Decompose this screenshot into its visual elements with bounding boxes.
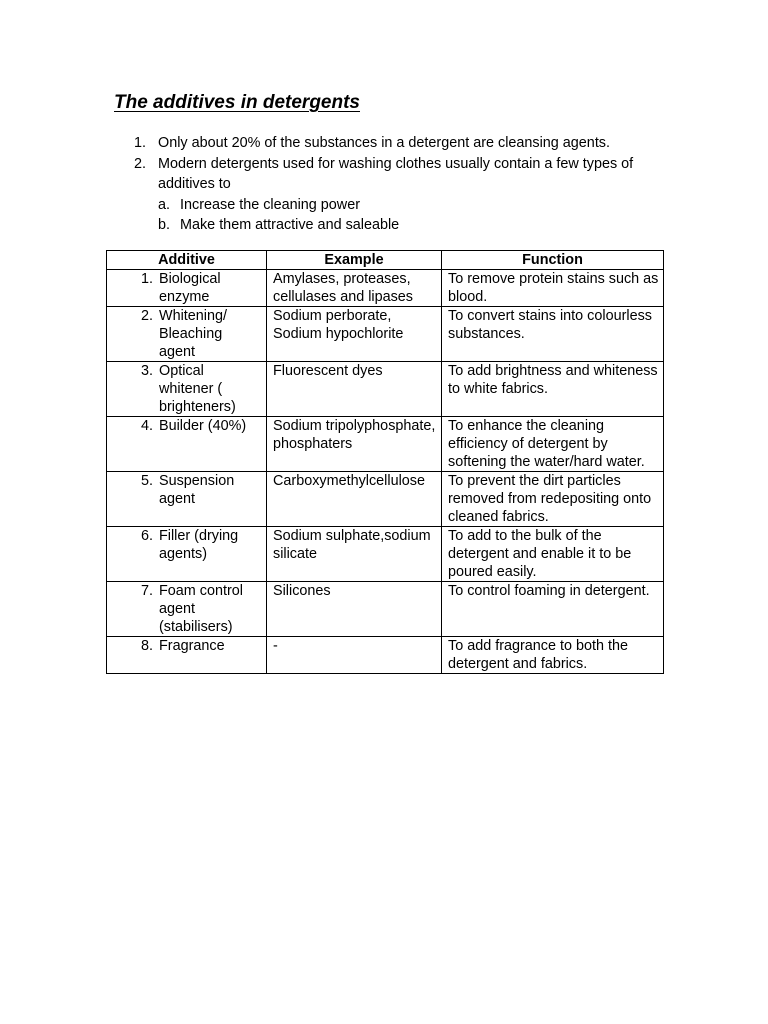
function-cell: To enhance the cleaning efficiency of detergent by softening the water/hard water. — [442, 417, 664, 472]
row-number: 2. — [140, 308, 153, 324]
page-title: The additives in detergents — [114, 92, 360, 113]
example-cell: Fluorescent dyes — [267, 362, 442, 417]
additive-name: Suspension agent — [159, 473, 235, 507]
additive-name: Fragrance — [159, 638, 225, 654]
sub-list-text: Increase the cleaning power — [180, 196, 360, 213]
example-cell: Silicones — [267, 582, 442, 637]
table-row — [107, 582, 664, 637]
function-cell: To add to the bulk of the detergent and enable it to be poured easily. — [442, 527, 664, 582]
row-number: 3. — [140, 363, 153, 379]
table-row — [107, 527, 664, 582]
sub-list-letter: b. — [158, 217, 171, 233]
sub-list-item — [134, 215, 674, 236]
function-cell: To prevent the dirt particles removed from redepositing onto cleaned fabrics. — [442, 472, 664, 527]
additive-cell — [107, 362, 267, 417]
example-cell: - — [267, 637, 442, 674]
additive-cell — [107, 307, 267, 362]
example-cell: Carboxymethylcellulose — [267, 472, 442, 527]
additive-cell — [107, 472, 267, 527]
additive-cell — [107, 417, 267, 472]
additive-cell — [107, 582, 267, 637]
additive-name: Filler (drying agents) — [159, 528, 239, 562]
list-number: 2. — [134, 155, 147, 172]
sub-list-letter: a. — [158, 196, 171, 213]
example-cell: Amylases, proteases, cellulases and lipases — [267, 270, 442, 307]
additive-name: Whitening/ Bleaching agent — [159, 308, 227, 360]
additive-cell — [107, 270, 267, 307]
list-text: Only about 20% of the substances in a detergent are cleansing agents. — [158, 135, 611, 151]
example-cell: Sodium perborate, Sodium hypochlorite — [267, 307, 442, 362]
example-cell: Sodium tripolyphosphate, phosphaters — [267, 417, 442, 472]
additive-name: Builder (40%) — [159, 418, 247, 434]
list-item — [134, 154, 674, 195]
header-function: Function — [442, 251, 664, 270]
header-example: Example — [267, 251, 442, 270]
additive-name: Optical whitener ( brighteners) — [159, 363, 236, 415]
function-cell: To add fragrance to both the detergent and fabrics. — [442, 637, 664, 674]
sub-list-item — [134, 195, 674, 216]
table-row — [107, 417, 664, 472]
table-row — [107, 362, 664, 417]
function-cell: To convert stains into colourless substances. — [442, 307, 664, 362]
additives-table — [106, 250, 664, 674]
sub-list-text: Make them attractive and saleable — [180, 217, 400, 233]
header-additive: Additive — [107, 251, 267, 270]
additive-cell — [107, 637, 267, 674]
list-item — [134, 133, 674, 154]
row-number: 7. — [140, 583, 153, 599]
function-cell: To add brightness and whiteness to white fabrics. — [442, 362, 664, 417]
row-number: 8. — [140, 638, 153, 654]
example-cell: Sodium sulphate,sodium silicate — [267, 527, 442, 582]
table-row — [107, 637, 664, 674]
table-row — [107, 307, 664, 362]
row-number: 5. — [140, 473, 153, 489]
list-text: Modern detergents used for washing clothes usually contain a few types of additives to — [158, 155, 634, 192]
additive-name: Foam control agent (stabilisers) — [159, 583, 243, 635]
row-number: 4. — [140, 418, 153, 434]
function-cell: To control foaming in detergent. — [442, 582, 664, 637]
row-number: 6. — [140, 528, 153, 544]
intro-list — [134, 133, 674, 236]
function-cell: To remove protein stains such as blood. — [442, 270, 664, 307]
table-header-row — [107, 251, 664, 270]
table-row — [107, 270, 664, 307]
table-row — [107, 472, 664, 527]
row-number: 1. — [140, 271, 153, 287]
list-number: 1. — [134, 135, 147, 151]
additive-cell — [107, 527, 267, 582]
additive-name: Biological enzyme — [159, 271, 221, 305]
